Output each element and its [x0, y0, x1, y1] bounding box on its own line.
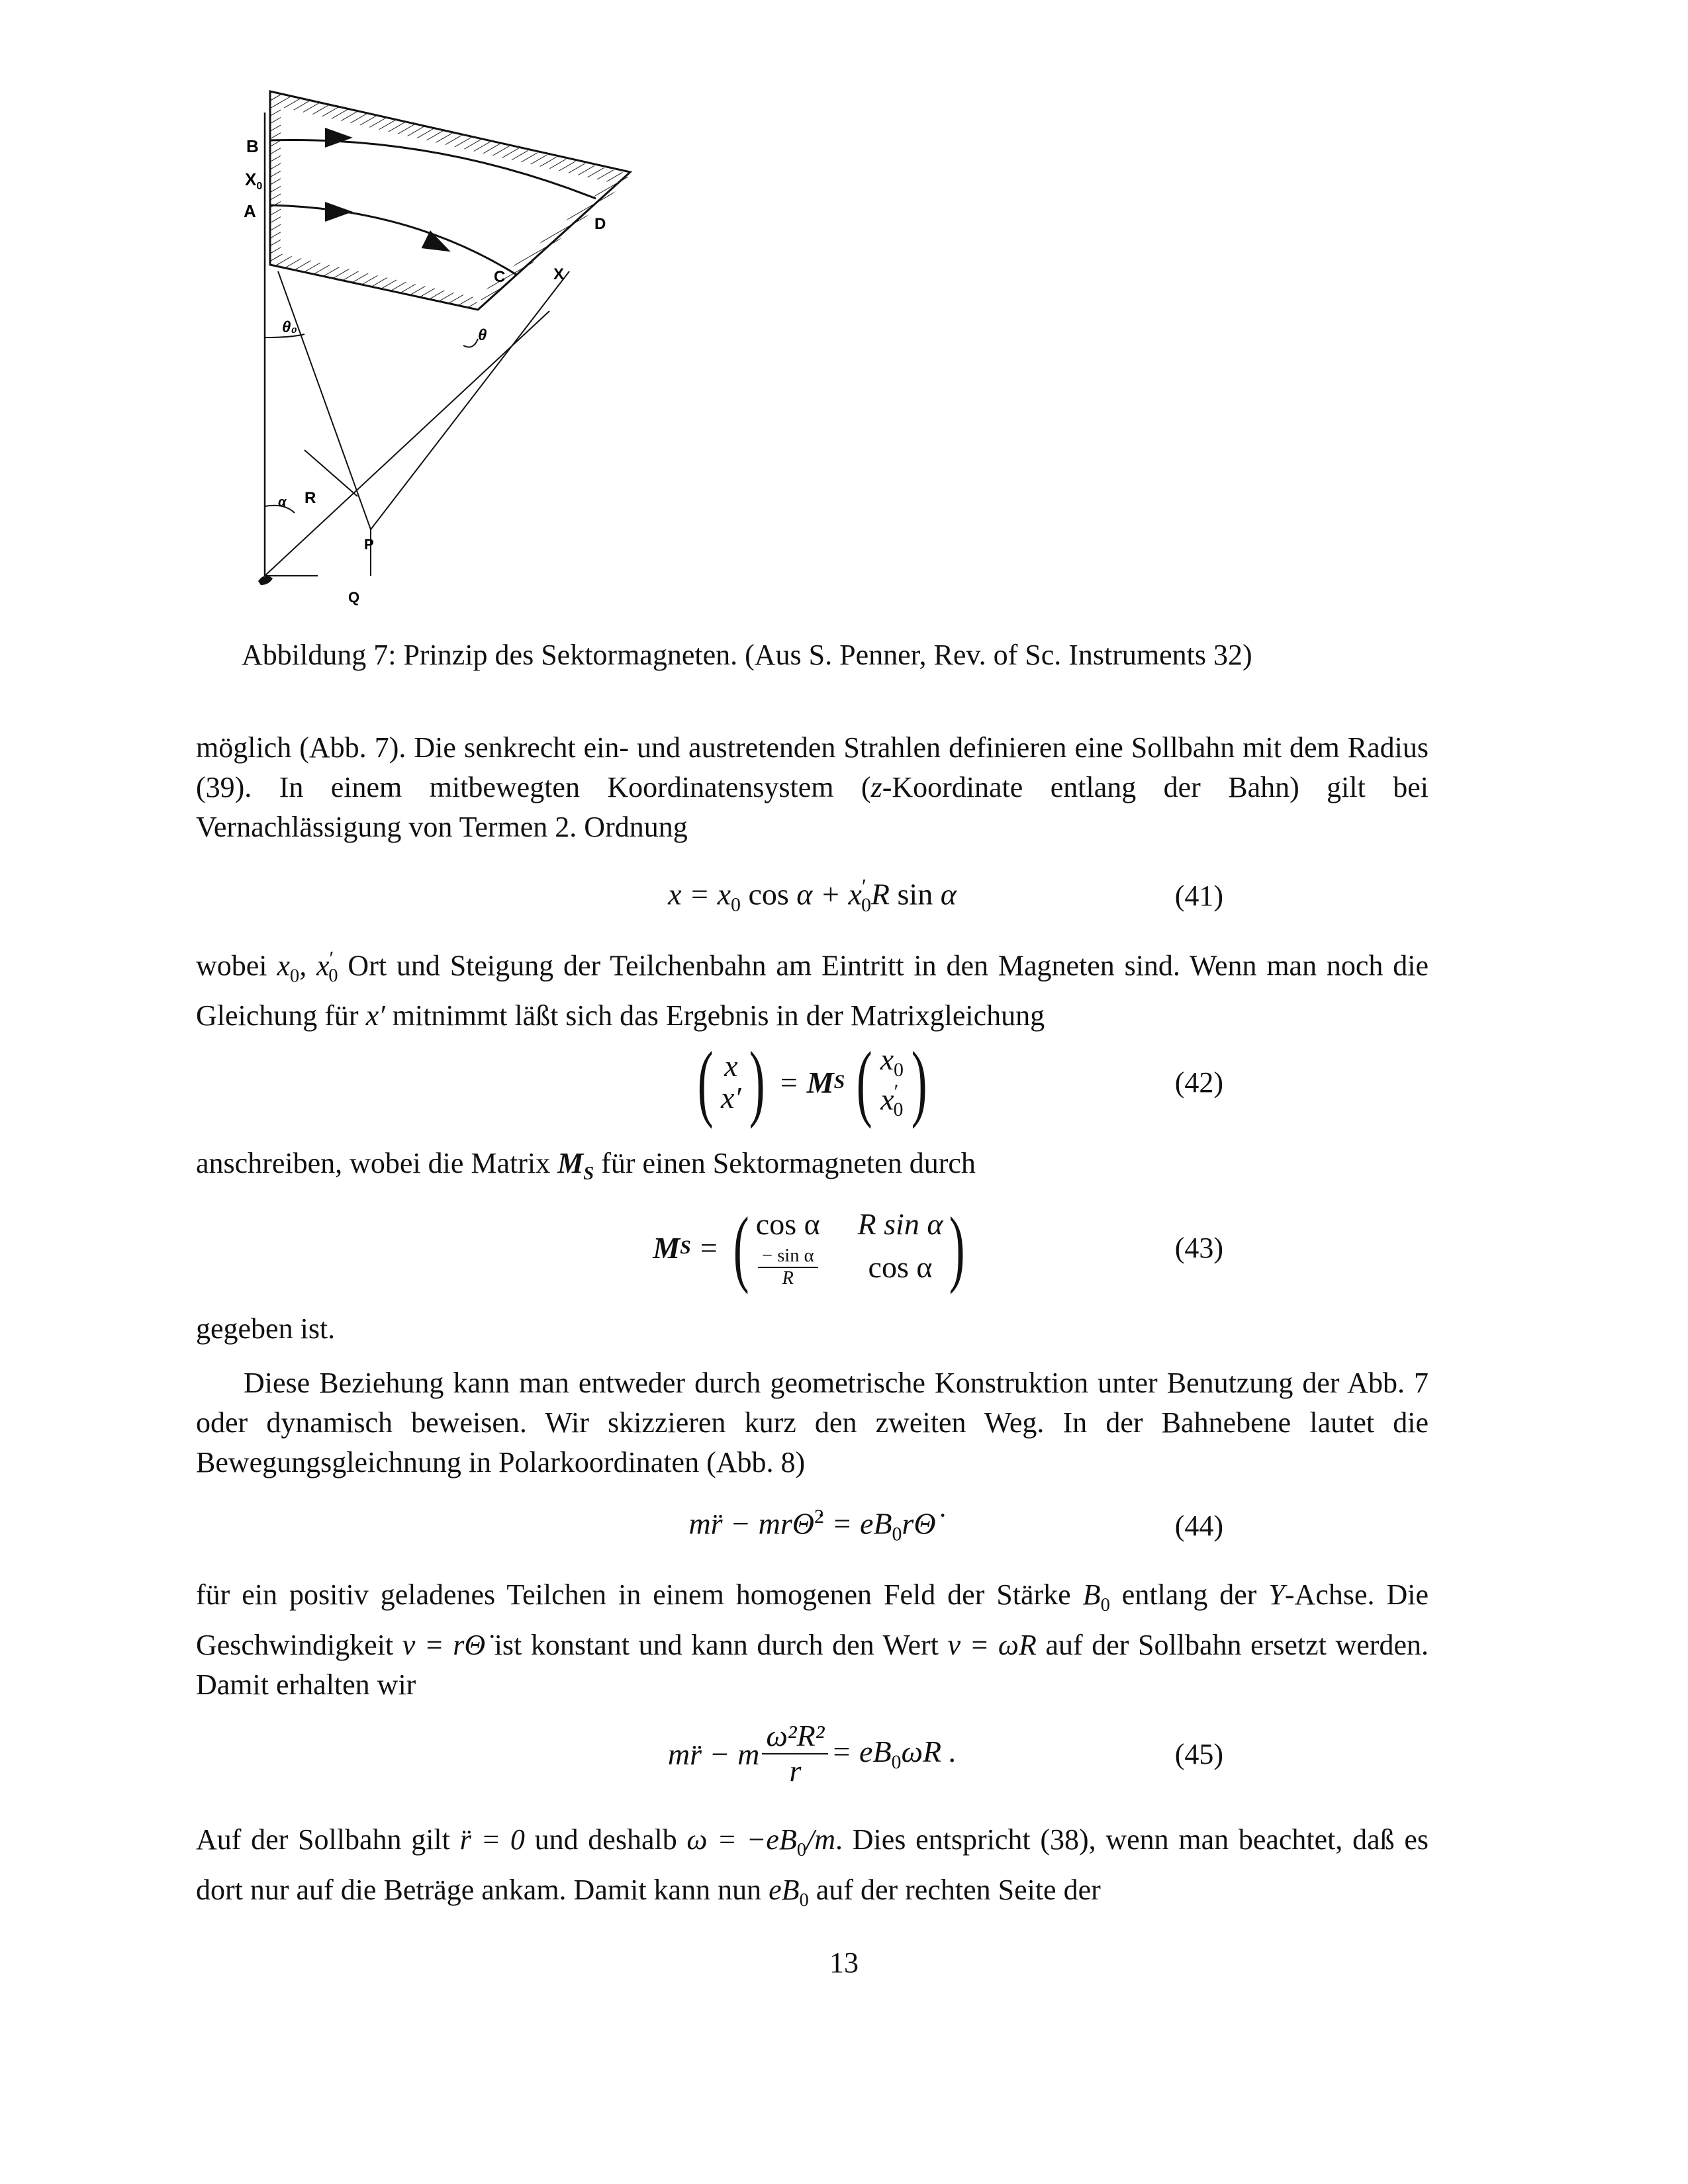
- figure-caption: Abbildung 7: Prinzip des Sektormagneten. (Aus S. Penner, Rev. of Sc. Instruments 32): [242, 639, 1252, 671]
- left-hatch: [270, 91, 281, 265]
- label-theta0: θ₀: [282, 318, 297, 336]
- paragraph-6: für ein positiv geladenes Teilchen in einem homogenen Feld der Stärke $B_0$ entlang der Y-Achse. Die Geschwindigkeit v = rΘ̇ ist konstant und kann durch den Wert v = ωR auf der Sollbahn ersetzt werden. Damit erhalten wir: [196, 1578, 1429, 1701]
- page-number: 13: [829, 1946, 859, 1979]
- paragraph-7: Auf der Sollbahn gilt r̈ = 0 und deshalb $\omega = -eB_0/m$. Dies entspricht (38), wenn man beachtet, daß es dort nur auf die Beträge ankam. Damit kann nun $eB_0$ auf der rechten Seite der: [196, 1823, 1429, 1911]
- trajectory-B-D: [270, 140, 596, 199]
- sector-magnet-diagram: [238, 73, 688, 615]
- label-R: R: [305, 489, 316, 507]
- equation-44: mr̈ − mrΘ̇$^2$ = $eB_0r\Thetȧ$ (44): [688, 1505, 1223, 1545]
- equation-41: $x = x_0$ $\cos \alpha + x'_0R$ sin α (41): [668, 874, 1223, 916]
- label-D: D: [594, 215, 606, 233]
- equation-45: mr̈ − m $\frac{\text{ω²R²}}{r}$ = $eB_0\omega R$ . (45): [667, 1719, 1223, 1788]
- bottom-hatch: [270, 251, 478, 310]
- label-theta: θ: [478, 326, 487, 344]
- paragraph-1: möglich (Abb. 7). Die senkrecht ein- und austretenden Strahlen definieren eine Sollbahn mit dem Radius (39). In einem mitbewegten Koordinatensystem (z-Koordinate entlang der Bahn) gilt bei Vernachlässigung von Termen 2. Ordnung: [196, 731, 1429, 843]
- label-P: P: [364, 536, 374, 553]
- paragraph-3: anschreiben, wobei die Matrix $M_S$ für einen Sektormagneten durch: [196, 1147, 976, 1184]
- label-X: X: [553, 265, 565, 283]
- label-C: C: [494, 268, 506, 286]
- label-X0: $X_0$: [245, 169, 263, 192]
- sector-magnet-figure: [238, 73, 688, 615]
- label-B: B: [246, 136, 259, 156]
- paragraph-5: Diese Beziehung kann man entweder durch geometrische Konstruktion unter Benutzung der Abb. 7 oder dynamisch beweisen. Wir skizzieren kurz den zweiten Weg. In der Bahnebene lautet die Bewegungsgleichnung in Polarkoordinaten (Abb. 8): [196, 1367, 1429, 1479]
- label-alpha: α: [278, 495, 287, 510]
- paragraph-2: wobei $x_0$, $x'_0$ Ort und Steigung der Teilchenbahn am Eintritt in den Magneten sind. Wenn man noch die Gleichung für x′ mitnimmt läßt sich das Ergebnis in der Matrixgleichung: [196, 947, 1429, 1032]
- paragraph-4: gegeben ist.: [196, 1312, 336, 1345]
- equation-42: ( x x′ ) = M S ( $x_0$ $x'_0$ ) (42): [697, 1034, 1223, 1130]
- label-A: A: [244, 201, 256, 221]
- magnet-outline: [270, 91, 630, 310]
- equation-43: M S = ( cos α R sin α $\frac{\text{− sin α}}{R}$ cos α ) (43): [653, 1200, 1223, 1295]
- label-Q: Q: [348, 589, 360, 606]
- top-hatch: [270, 91, 622, 184]
